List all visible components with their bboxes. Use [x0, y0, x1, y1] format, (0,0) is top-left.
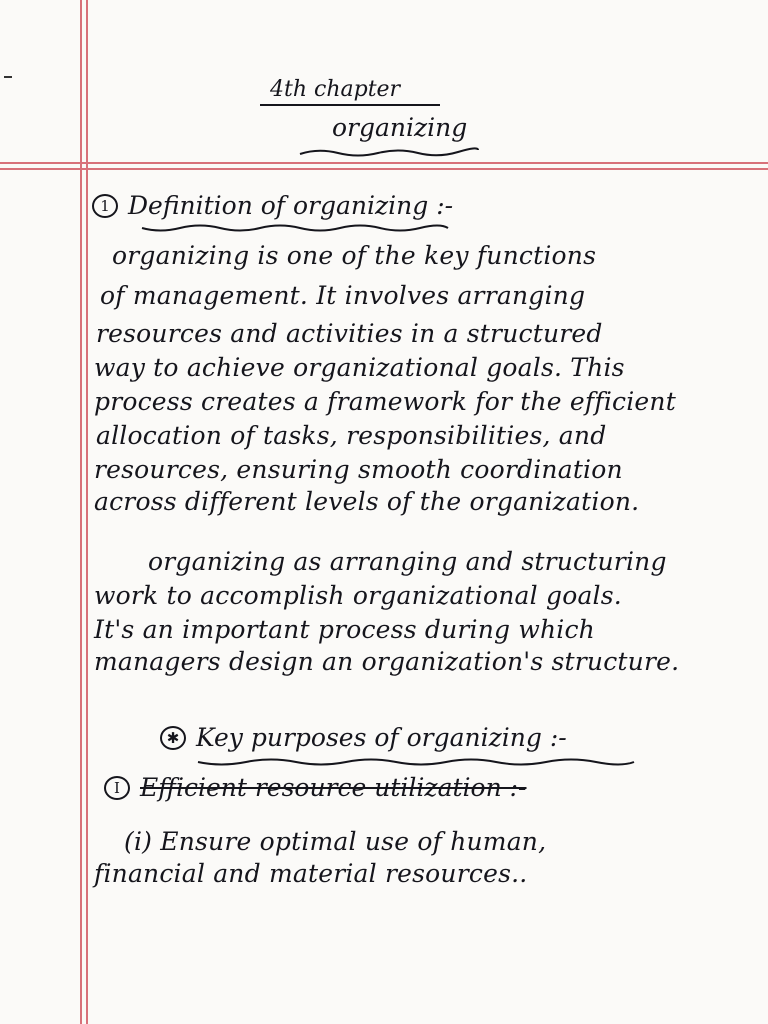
paragraph2-line-2: work to accomplish organizational goals.: [94, 581, 622, 610]
section-efficiency-heading-text: Efficient resource utilization :-: [140, 773, 527, 802]
definition-line-8: across different levels of the organization.: [94, 487, 640, 516]
purposes-wavy-underline: [196, 756, 636, 768]
asterisk-badge-icon: ✱: [160, 726, 186, 750]
chapter-name-title: organizing: [332, 113, 468, 142]
section-number-badge: 1: [92, 194, 118, 218]
efficiency-line-2: financial and material resources..: [94, 859, 528, 888]
definition-line-4: way to achieve organizational goals. This: [94, 353, 625, 382]
section-definition-heading: [92, 190, 453, 222]
section-purposes-heading-text: Key purposes of organizing :-: [196, 723, 567, 752]
section-definition-heading-text: Definition of organizing :-: [128, 191, 454, 220]
paragraph2-line-3: It's an important process during which: [94, 615, 595, 644]
definition-line-3: resources and activities in a structured: [96, 319, 603, 348]
margin-line-left: [80, 0, 82, 1024]
chapter-number-title: 4th chapter: [270, 77, 401, 102]
definition-line-1: organizing is one of the key functions: [112, 241, 597, 270]
definition-line-7: resources, ensuring smooth coordination: [94, 455, 623, 484]
definition-line-2: of management. It involves arranging: [100, 281, 586, 310]
definition-line-6: allocation of tasks, responsibilities, and: [96, 421, 607, 450]
paragraph2-line-1: organizing as arranging and structuring: [148, 547, 667, 576]
header-rule-bottom: [0, 168, 768, 170]
definition-line-5: process creates a framework for the efficient: [94, 387, 676, 416]
paragraph2-line-4: managers design an organization's structure.: [94, 647, 680, 676]
chapter-number-underline: [260, 104, 440, 106]
header-rule-top: [0, 162, 768, 164]
definition-wavy-underline: [140, 222, 450, 234]
section-purposes-heading: [160, 722, 567, 754]
chapter-name-wavy-underline: [298, 146, 480, 158]
section-efficiency-heading: [104, 772, 527, 804]
corner-mark: [4, 76, 12, 78]
roman-numeral-badge: I: [104, 776, 130, 800]
efficiency-line-1: (i) Ensure optimal use of human,: [124, 827, 547, 856]
margin-line-right: [86, 0, 88, 1024]
